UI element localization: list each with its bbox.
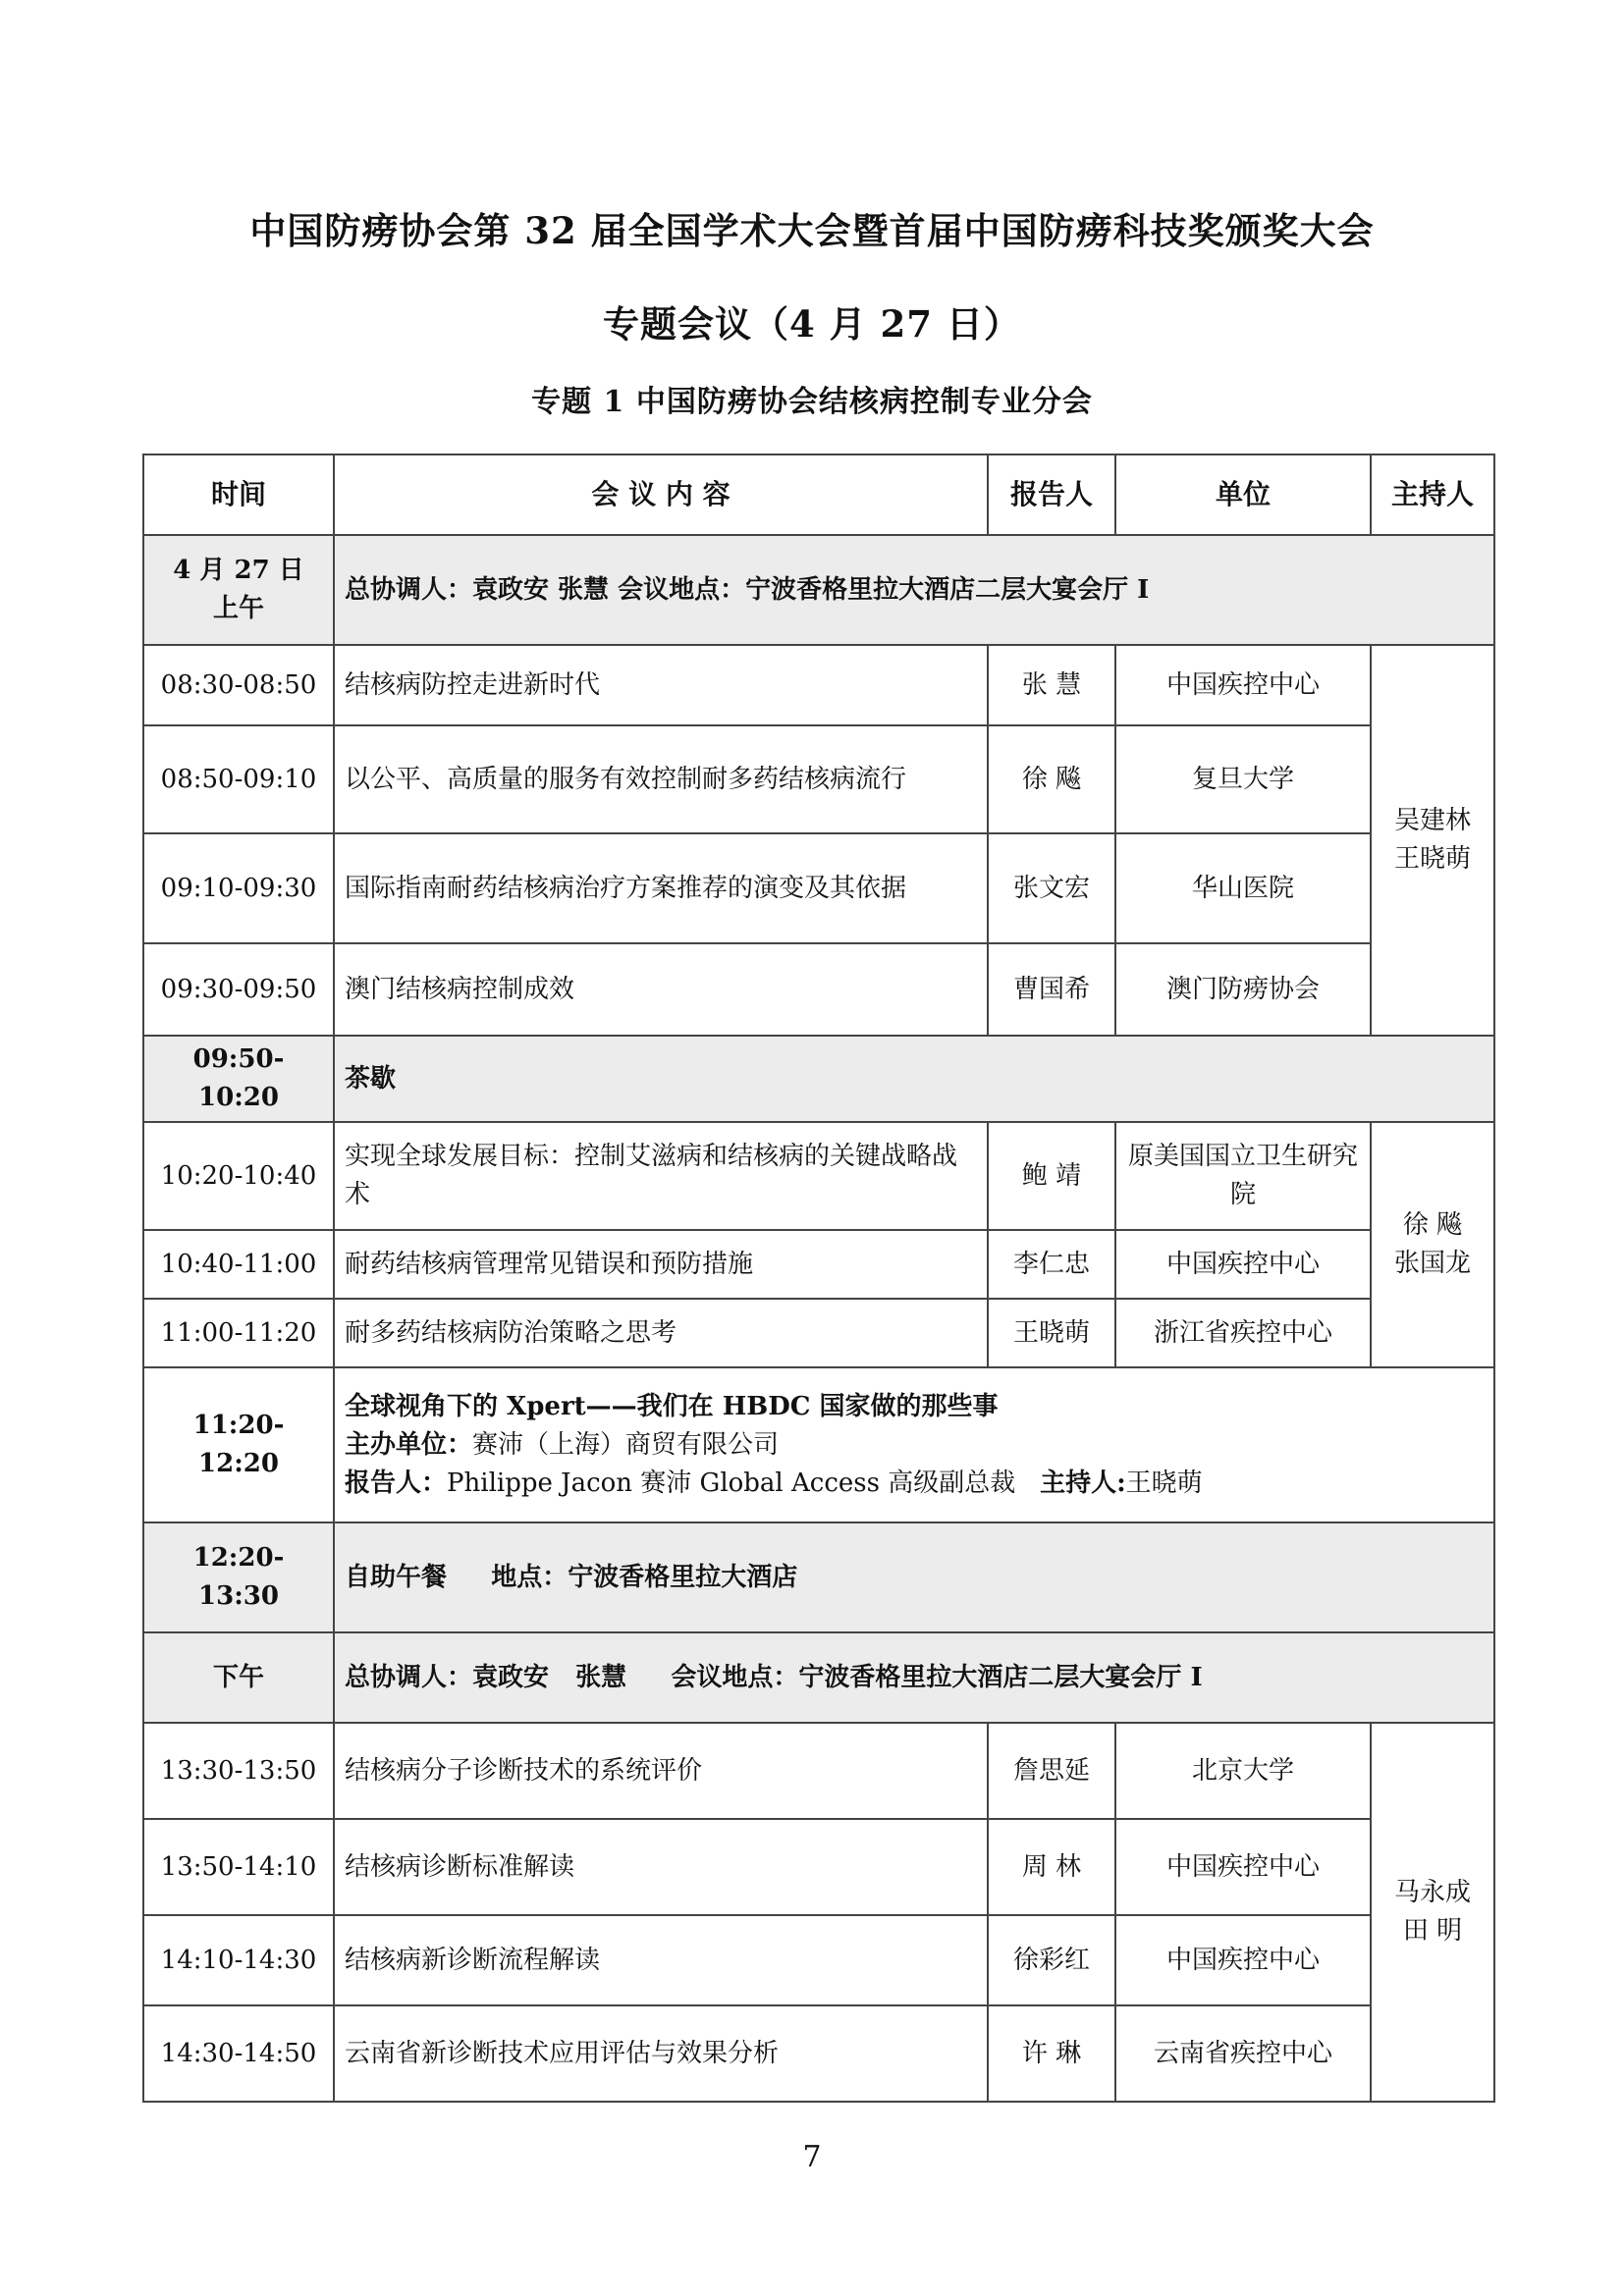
afternoon-label: 下午	[143, 1632, 334, 1723]
lunch-label: 自助午餐 地点：宁波香格里拉大酒店	[334, 1522, 1494, 1632]
row-speaker: 王晓萌	[988, 1299, 1115, 1367]
row-speaker: 曹国希	[988, 943, 1115, 1036]
table-row	[143, 1299, 1494, 1367]
xpert-speaker-line	[345, 1465, 1484, 1503]
table-row	[143, 1230, 1494, 1299]
row-unit: 云南省疾控中心	[1115, 2005, 1371, 2102]
page-number: 7	[802, 2140, 822, 2174]
col-header-unit: 单位	[1115, 454, 1371, 535]
table-row	[143, 1915, 1494, 2005]
group1-host: 吴建林 王晓萌	[1371, 645, 1494, 1036]
group2-host: 徐 飚 张国龙	[1371, 1122, 1494, 1367]
session-title: 专题 1 中国防痨协会结核病控制专业分会	[531, 385, 1093, 419]
host-label: 主持人:	[1040, 1468, 1126, 1498]
col-header-host: 主持人	[1371, 454, 1494, 535]
row-topic: 实现全球发展目标：控制艾滋病和结核病的关键战略战术	[334, 1122, 988, 1230]
xpert-session-title: 全球视角下的 Xpert——我们在 HBDC 国家做的那些事	[345, 1391, 999, 1421]
table-header-row	[143, 454, 1494, 535]
table-row	[143, 833, 1494, 943]
document-subtitle-date: 专题会议（4 月 27 日）	[603, 302, 1021, 346]
row-topic: 耐多药结核病防治策略之思考	[334, 1299, 988, 1367]
row-speaker: 张文宏	[988, 833, 1115, 943]
table-row	[143, 2005, 1494, 2102]
schedule-table	[142, 454, 1495, 2103]
row-speaker: 詹思延	[988, 1723, 1115, 1819]
row-unit: 复旦大学	[1115, 725, 1371, 833]
row-topic: 耐药结核病管理常见错误和预防措施	[334, 1230, 988, 1299]
tea-break-row	[143, 1036, 1494, 1122]
row-time: 13:30-13:50	[143, 1723, 334, 1819]
table-row	[143, 1122, 1494, 1230]
xpert-session-row	[143, 1367, 1494, 1522]
row-time: 09:10-09:30	[143, 833, 334, 943]
row-time: 14:30-14:50	[143, 2005, 334, 2102]
row-speaker: 许 琳	[988, 2005, 1115, 2102]
row-time: 08:30-08:50	[143, 645, 334, 725]
lunch-row	[143, 1522, 1494, 1632]
tea-label: 茶歇	[334, 1036, 1494, 1122]
lunch-time: 12:20-13:30	[143, 1522, 334, 1632]
row-time: 08:50-09:10	[143, 725, 334, 833]
col-header-speaker: 报告人	[988, 454, 1115, 535]
row-speaker: 鲍 靖	[988, 1122, 1115, 1230]
organizer-name: 赛沛（上海）商贸有限公司	[472, 1429, 780, 1460]
host-name: 王晓萌	[1125, 1468, 1203, 1498]
row-unit: 原美国国立卫生研究院	[1115, 1122, 1371, 1230]
row-time: 10:40-11:00	[143, 1230, 334, 1299]
row-speaker: 徐 飚	[988, 725, 1115, 833]
row-topic: 结核病诊断标准解读	[334, 1819, 988, 1915]
morning-section-row	[143, 535, 1494, 645]
row-speaker: 张 慧	[988, 645, 1115, 725]
row-time: 14:10-14:30	[143, 1915, 334, 2005]
document-title: 中国防痨协会第 32 届全国学术大会暨首届中国防痨科技奖颁奖大会	[249, 209, 1375, 252]
table-row	[143, 1723, 1494, 1819]
xpert-organizer	[345, 1426, 1484, 1465]
row-unit: 北京大学	[1115, 1723, 1371, 1819]
morning-coordinator-info: 总协调人：袁政安 张慧 会议地点：宁波香格里拉大酒店二层大宴会厅 I	[334, 535, 1494, 645]
table-row	[143, 645, 1494, 725]
row-unit: 中国疾控中心	[1115, 645, 1371, 725]
speaker-name: Philippe Jacon 赛沛 Global Access 高级副总裁	[447, 1468, 1016, 1498]
row-topic: 结核病新诊断流程解读	[334, 1915, 988, 2005]
row-topic: 国际指南耐药结核病治疗方案推荐的演变及其依据	[334, 833, 988, 943]
row-topic: 以公平、高质量的服务有效控制耐多药结核病流行	[334, 725, 988, 833]
speaker-label: 报告人：	[345, 1468, 448, 1498]
tea-time: 09:50-10:20	[143, 1036, 334, 1122]
row-unit: 浙江省疾控中心	[1115, 1299, 1371, 1367]
group3-host: 马永成 田 明	[1371, 1723, 1494, 2102]
row-topic: 结核病防控走进新时代	[334, 645, 988, 725]
row-speaker: 李仁忠	[988, 1230, 1115, 1299]
table-row	[143, 1819, 1494, 1915]
col-header-time: 时间	[143, 454, 334, 535]
afternoon-section-row	[143, 1632, 1494, 1723]
row-unit: 澳门防痨协会	[1115, 943, 1371, 1036]
table-row	[143, 725, 1494, 833]
row-time: 09:30-09:50	[143, 943, 334, 1036]
row-time: 13:50-14:10	[143, 1819, 334, 1915]
row-unit: 中国疾控中心	[1115, 1915, 1371, 2005]
morning-label: 4 月 27 日 上午	[143, 535, 334, 645]
row-topic: 云南省新诊断技术应用评估与效果分析	[334, 2005, 988, 2102]
row-topic: 澳门结核病控制成效	[334, 943, 988, 1036]
row-unit: 华山医院	[1115, 833, 1371, 943]
col-header-content: 会 议 内 容	[334, 454, 988, 535]
row-unit: 中国疾控中心	[1115, 1819, 1371, 1915]
row-topic: 结核病分子诊断技术的系统评价	[334, 1723, 988, 1819]
afternoon-coordinator-info: 总协调人：袁政安 张慧 会议地点：宁波香格里拉大酒店二层大宴会厅 I	[334, 1632, 1494, 1723]
row-unit: 中国疾控中心	[1115, 1230, 1371, 1299]
row-speaker: 徐彩红	[988, 1915, 1115, 2005]
xpert-time: 11:20-12:20	[143, 1367, 334, 1522]
row-speaker: 周 林	[988, 1819, 1115, 1915]
row-time: 11:00-11:20	[143, 1299, 334, 1367]
organizer-label: 主办单位：	[345, 1429, 473, 1460]
row-time: 10:20-10:40	[143, 1122, 334, 1230]
xpert-session-details	[334, 1367, 1494, 1522]
table-row	[143, 943, 1494, 1036]
